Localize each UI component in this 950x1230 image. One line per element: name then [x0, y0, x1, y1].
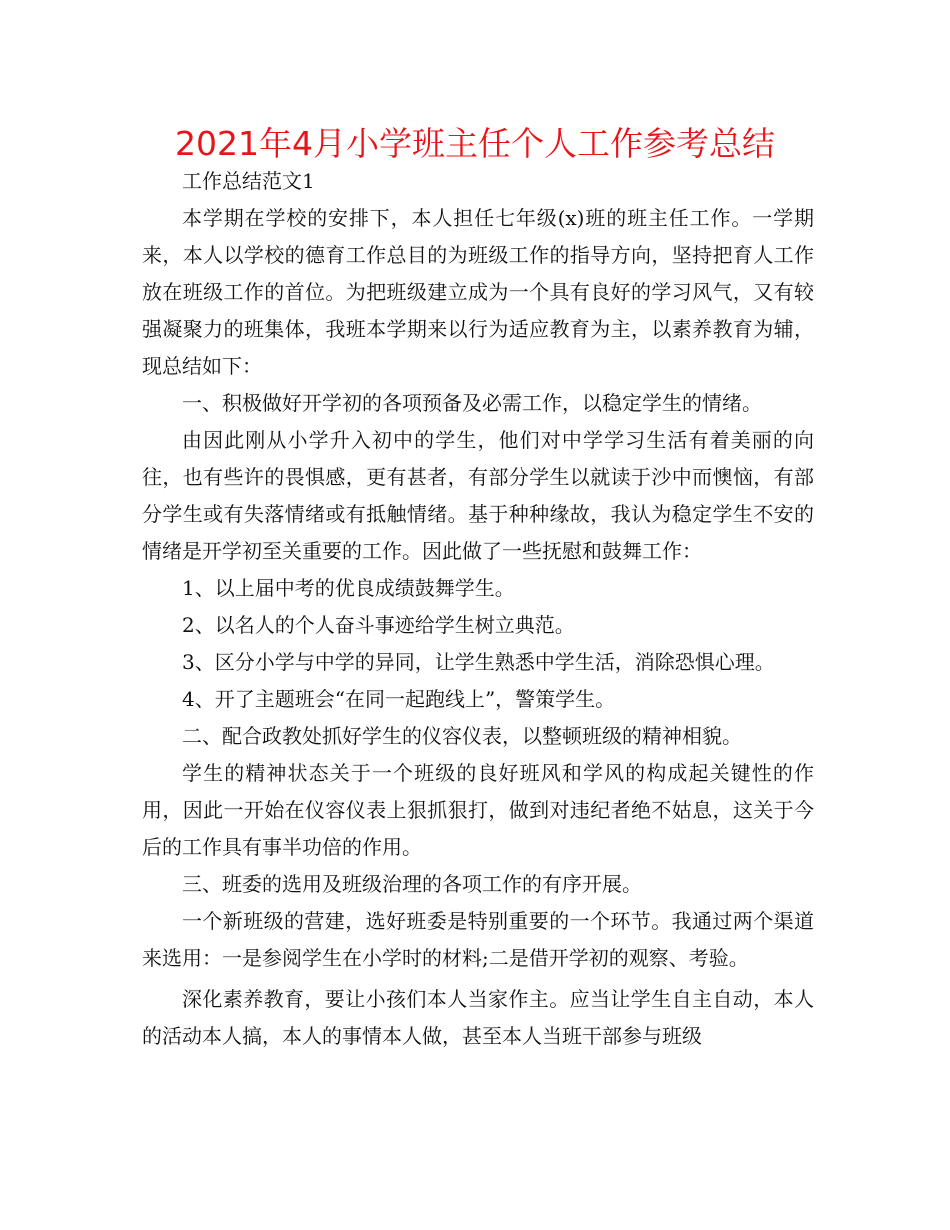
list-item-2: 2、以名人的个人奋斗事迹给学生树立典范。 [182, 613, 575, 637]
paragraph-subtitle: 工作总结范文1 [182, 169, 315, 193]
list-item-1: 1、以上届中考的优良成绩鼓舞学生。 [182, 576, 515, 600]
list-item-4: 4、开了主题班会“在同一起跑线上”，警策学生。 [182, 687, 616, 711]
paragraph-section-3b: 深化素养教育，要让小孩们本人当家作主。应当让学生自主自动，本人的活动本人搞，本人的事情本人做，甚至本人当班干部参与班级 [142, 987, 814, 1048]
paragraph-section-1: 由因此刚从小学升入初中的学生，他们对中学学习生活有着美丽的向往，也有些许的畏惧感，更有甚者，有部分学生以就读于沙中而懊恼，有部分学生或有失落情绪或有抵触情绪。基于种种缘故，我认为稳定学生不安的情绪是开学初至关重要的工作。因此做了一些抚慰和鼓舞工作： [142, 428, 814, 563]
paragraph-section-3: 一个新班级的营建，选好班委是特别重要的一个环节。我通过两个渠道来选用：一是参阅学生在小学时的材料;二是借开学初的观察、考验。 [142, 909, 814, 970]
list-item-3: 3、区分小学与中学的异同，让学生熟悉中学生活，消除恐惧心理。 [182, 650, 775, 674]
document-body [142, 163, 814, 1055]
section-heading-3: 三、班委的选用及班级治理的各项工作的有序开展。 [182, 872, 642, 896]
section-heading-1: 一、积极做好开学初的各项预备及必需工作，以稳定学生的情绪。 [182, 391, 762, 415]
document-title: 2021年4月小学班主任个人工作参考总结 [175, 124, 775, 163]
section-heading-2: 二、配合政教处抓好学生的仪容仪表，以整顿班级的精神相貌。 [182, 724, 742, 748]
paragraph-intro: 本学期在学校的安排下，本人担任七年级(x)班的班主任工作。一学期来，本人以学校的德育工作总目的为班级工作的指导方向，坚持把育人工作放在班级工作的首位。为把班级建立成为一个具有良好的学习风气，又有较强凝聚力的班集体，我班本学期来以行为适应教育为主，以素养教育为辅，现总结如下： [142, 206, 814, 378]
paragraph-section-2: 学生的精神状态关于一个班级的良好班风和学风的构成起关键性的作用，因此一开始在仪容仪表上狠抓狠打，做到对违纪者绝不姑息，这关于今后的工作具有事半功倍的作用。 [142, 761, 814, 859]
